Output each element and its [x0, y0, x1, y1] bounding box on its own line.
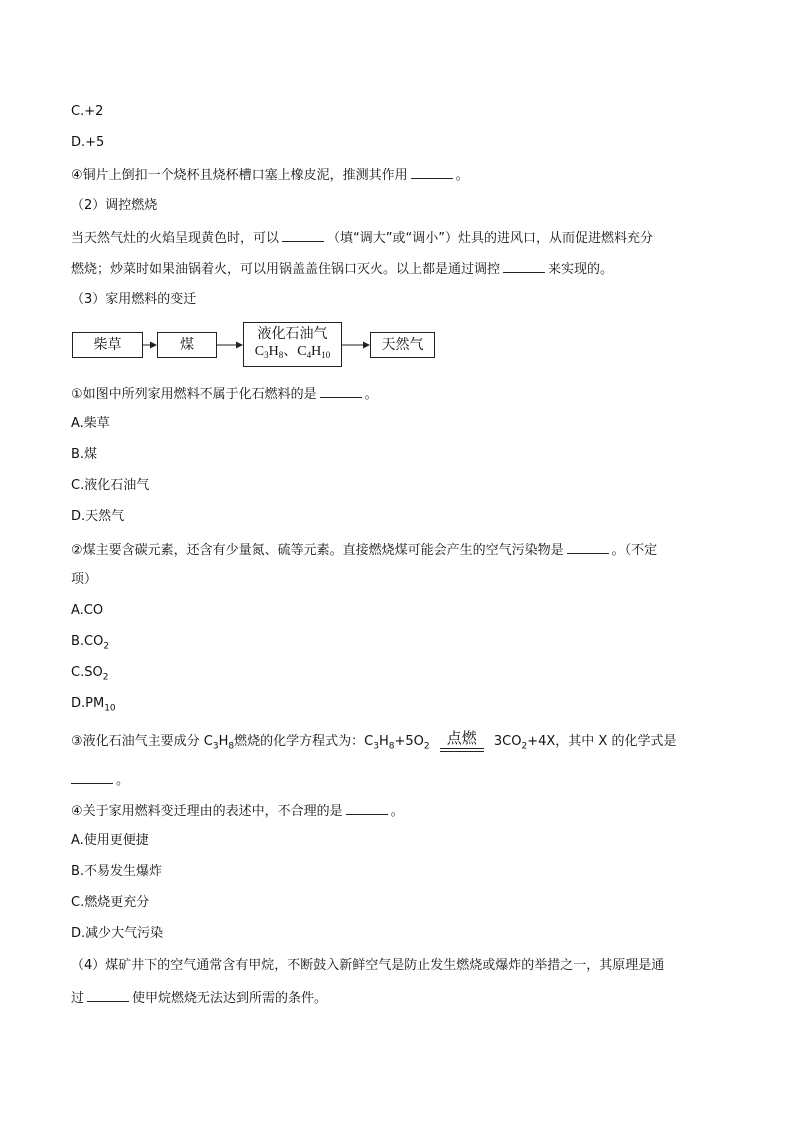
- answer-blank[interactable]: [567, 539, 609, 554]
- q3-sub-2-line-1: [71, 539, 657, 561]
- sub-question-text: ④关于家用燃料变迁理由的表述中，不合理的是: [71, 804, 343, 819]
- q3-sub-1: [71, 383, 378, 405]
- sub-question-tail: 。（不定: [611, 543, 658, 558]
- q3-sub2-option-c: $C.SO_2$: [71, 665, 109, 683]
- q4-line-1: （4）煤矿井下的空气通常含有甲烷，不断鼓入新鲜空气是防止发生燃烧或爆炸的举措之一，其原理是通: [71, 958, 665, 973]
- diagram-box-firewood: 柴草: [72, 332, 143, 358]
- q4-line-2: 过 使甲烷燃烧无法达到所需的条件。: [71, 987, 327, 1009]
- q2-text-c: 燃烧；炒菜时如果油锅着火，可以用锅盖盖住锅口灭火。以上都是通过调控: [71, 262, 501, 277]
- diagram-box-coal: 煤: [157, 332, 217, 358]
- q3-sub4-option-c: C.燃烧更充分: [71, 895, 150, 910]
- sub-question-tail: 。: [364, 387, 378, 402]
- sub-question-tail: 。: [390, 804, 404, 819]
- answer-blank[interactable]: [87, 987, 129, 1002]
- q3-sub2-option-a: A.CO: [71, 603, 104, 618]
- answer-blank[interactable]: [71, 769, 113, 784]
- q3-sub2-option-d: $D.PM_{10}$: [71, 696, 116, 714]
- answer-blank[interactable]: [320, 383, 362, 398]
- q3-sub1-option-d: D.天然气: [71, 509, 125, 524]
- q3-sub-4: [71, 800, 404, 822]
- diagram-arrows: [0, 0, 794, 400]
- reaction-condition: 点燃: [440, 737, 484, 757]
- lpg-label: 液化石油气: [257, 326, 328, 342]
- q3-sub1-option-a: A.柴草: [71, 416, 110, 431]
- section-heading-2: （2）调控燃烧: [71, 198, 158, 213]
- q2-text-d: 来实现的。: [548, 262, 614, 277]
- q3-sub1-option-c: C.液化石油气: [71, 478, 150, 493]
- q3-sub2-option-b: $B.CO_2$: [71, 634, 110, 652]
- q3-sub-2-line-2: 项）: [71, 572, 98, 587]
- option-c: C.+2: [71, 104, 104, 119]
- q3-sub4-option-a: A.使用更便捷: [71, 833, 149, 848]
- q3-sub1-option-b: B.煤: [71, 447, 98, 462]
- q3-sub-3-line-1: ③液化石油气主要成分 $C_3H_8$燃烧的化学方程式为：$C_3H_8+5O_2$ 点燃 $3CO_2+4X$，其中 X 的化学式是: [71, 732, 676, 757]
- sub-question-text: ④铜片上倒扣一个烧杯且烧杯槽口塞上橡皮泥，推测其作用: [71, 168, 408, 183]
- q2-text-b: （填“调大”或“调小”）灶具的进风口，从而促进燃料充分: [327, 231, 653, 246]
- q2-text-a: 当天然气灶的火焰呈现黄色时，可以: [71, 231, 280, 246]
- q3-sub4-option-b: B.不易发生爆炸: [71, 864, 163, 879]
- option-d: D.+5: [71, 135, 105, 150]
- sub-question-tail: 。: [455, 168, 469, 183]
- lpg-formula: $C_3H_8$、$C_4H_{10}$: [254, 343, 331, 360]
- sub-question-text: ①如图中所列家用燃料不属于化石燃料的是: [71, 387, 317, 402]
- sub-question-text: ②煤主要含碳元素，还含有少量氮、硫等元素。直接燃烧煤可能会产生的空气污染物是: [71, 543, 564, 558]
- answer-blank[interactable]: [346, 800, 388, 815]
- diagram-box-natural-gas: 天然气: [370, 332, 435, 358]
- section-heading-3: （3）家用燃料的变迁: [71, 292, 197, 307]
- q3-sub4-option-d: D.减少大气污染: [71, 926, 164, 941]
- q3-sub-3-line-2: 。: [71, 769, 129, 791]
